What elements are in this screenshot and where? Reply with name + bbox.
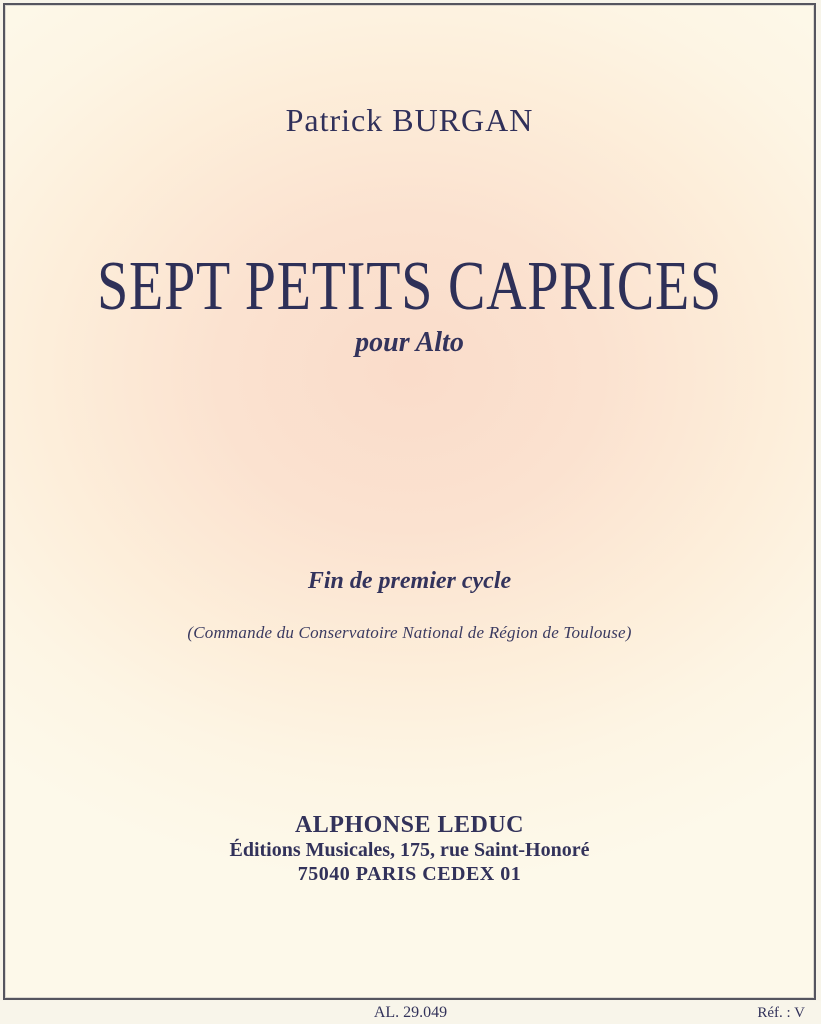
commission-note: (Commande du Conservatoire National de Région de Toulouse) bbox=[187, 623, 632, 642]
work-title bbox=[5, 247, 814, 327]
reference-code: Réf. : V bbox=[757, 1005, 805, 1021]
publisher-name: ALPHONSE LEDUC bbox=[294, 812, 525, 838]
score-cover-page bbox=[3, 3, 816, 1000]
publisher-address-line2: 75040 PARIS CEDEX 01 bbox=[297, 862, 522, 885]
publisher-address-line1: Éditions Musicales, 175, rue Saint-Honoré bbox=[229, 839, 590, 862]
instrumentation-subtitle: pour Alto bbox=[355, 327, 464, 358]
plate-number: AL. 29.049 bbox=[373, 1004, 448, 1021]
publisher-block bbox=[5, 811, 814, 887]
level-note: Fin de premier cycle bbox=[307, 568, 512, 594]
outer-footer-strip bbox=[0, 1001, 821, 1024]
work-title-text: SEPT PETITS CAPRICES bbox=[97, 248, 722, 325]
composer-name: Patrick BURGAN bbox=[285, 102, 534, 138]
